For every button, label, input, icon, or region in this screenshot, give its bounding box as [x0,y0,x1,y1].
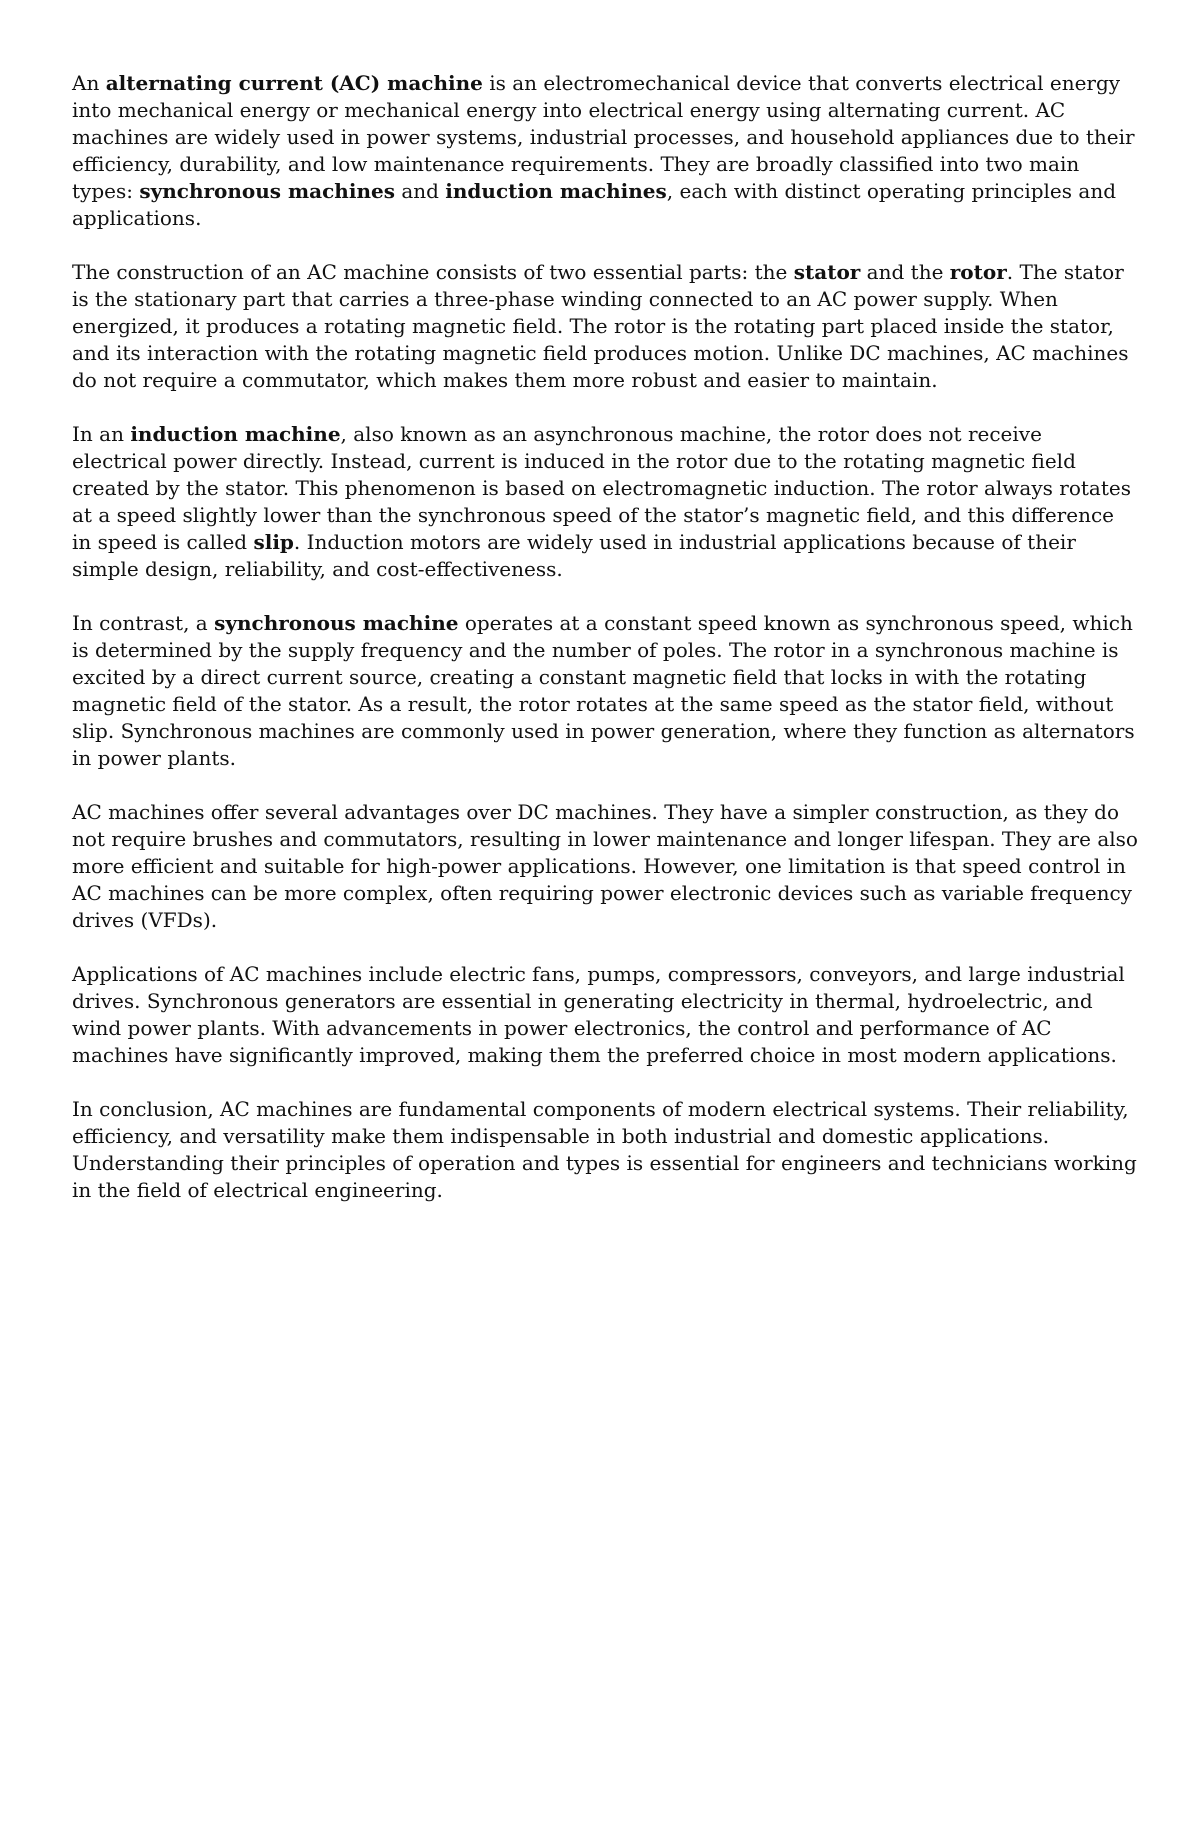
text-run: , also known as an asynchronous machine, the rotor does not receive electrical power directly. Instead, current is induced in the rotor due to the rotating magnetic field created by the stator. This phenomenon is based on electromagnetic induction. The rotor always rotates at a speed slightly lower than the synchronous speed of the stator’s magnetic field, and this difference in speed is called [72,422,1131,554]
bold-term: alternating current (AC) machine [105,71,483,95]
text-run: In conclusion, AC machines are fundamental components of modern electrical systems. Their reliability, efficiency, and versatility make them indispensable in both industrial and domestic applications. Understanding their principles of operation and types is essential for engineers and technicians working in the field of electrical engineering. [72,1097,1137,1202]
paragraph-conclusion [72,1096,1138,1204]
bold-term: stator [793,260,861,284]
paragraph-synchronous [72,610,1138,772]
bold-term: synchronous machines [139,179,395,203]
text-run: The construction of an AC machine consists of two essential parts: the [72,260,794,284]
bold-term: rotor [949,260,1007,284]
paragraph-applications [72,961,1138,1069]
text-run: . The stator is the stationary part that carries a three-phase winding connected to an AC power supply. When energized, it produces a rotating magnetic field. The rotor is the rotating part placed inside the stator, and its interaction with the rotating magnetic field produces motion. Unlike DC machines, AC machines do not require a commutator, which makes them more robust and easier to maintain. [72,260,1129,392]
text-run: and [394,179,446,203]
text-run: , each with distinct operating principles and applications. [72,179,1116,230]
bold-term: induction machine [130,422,341,446]
text-run: and the [860,260,950,284]
text-run: In contrast, a [72,611,215,635]
paragraph-intro [72,70,1138,232]
paragraph-construction [72,259,1138,394]
text-run: An [72,71,106,95]
text-run: operates at a constant speed known as synchronous speed, which is determined by the supply frequency and the number of poles. The rotor in a synchronous machine is excited by a direct current source, creating a constant magnetic field that locks in with the rotating magnetic field of the stator. As a result, the rotor rotates at the same speed as the stator field, without slip. Synchronous machines are commonly used in power generation, where they function as alternators in power plants. [72,611,1135,770]
bold-term: synchronous machine [214,611,459,635]
bold-term: induction machines [445,179,667,203]
text-run: is an electromechanical device that converts electrical energy into mechanical energy or mechanical energy into electrical energy using alternating current. AC machines are widely used in power systems, industrial processes, and household appliances due to their efficiency, durability, and low maintenance requirements. They are broadly classified into two main types: [72,71,1135,203]
paragraph-induction [72,421,1138,583]
bold-term: slip [253,530,294,554]
text-run: Applications of AC machines include electric fans, pumps, compressors, conveyors, and large industrial drives. Synchronous generators are essential in generating electricity in thermal, hydroelectric, and wind power plants. With advancements in power electronics, the control and performance of AC machines have significantly improved, making them the preferred choice in most modern applications. [72,962,1125,1067]
document-body [72,70,1138,1231]
text-run: . Induction motors are widely used in industrial applications because of their simple design, reliability, and cost-effectiveness. [72,530,1076,581]
text-run: AC machines offer several advantages over DC machines. They have a simpler construction, as they do not require brushes and commutators, resulting in lower maintenance and longer lifespan. They are also more efficient and suitable for high-power applications. However, one limitation is that speed control in AC machines can be more complex, often requiring power electronic devices such as variable frequency drives (VFDs). [72,800,1138,932]
text-run: In an [72,422,131,446]
paragraph-advantages [72,799,1138,934]
